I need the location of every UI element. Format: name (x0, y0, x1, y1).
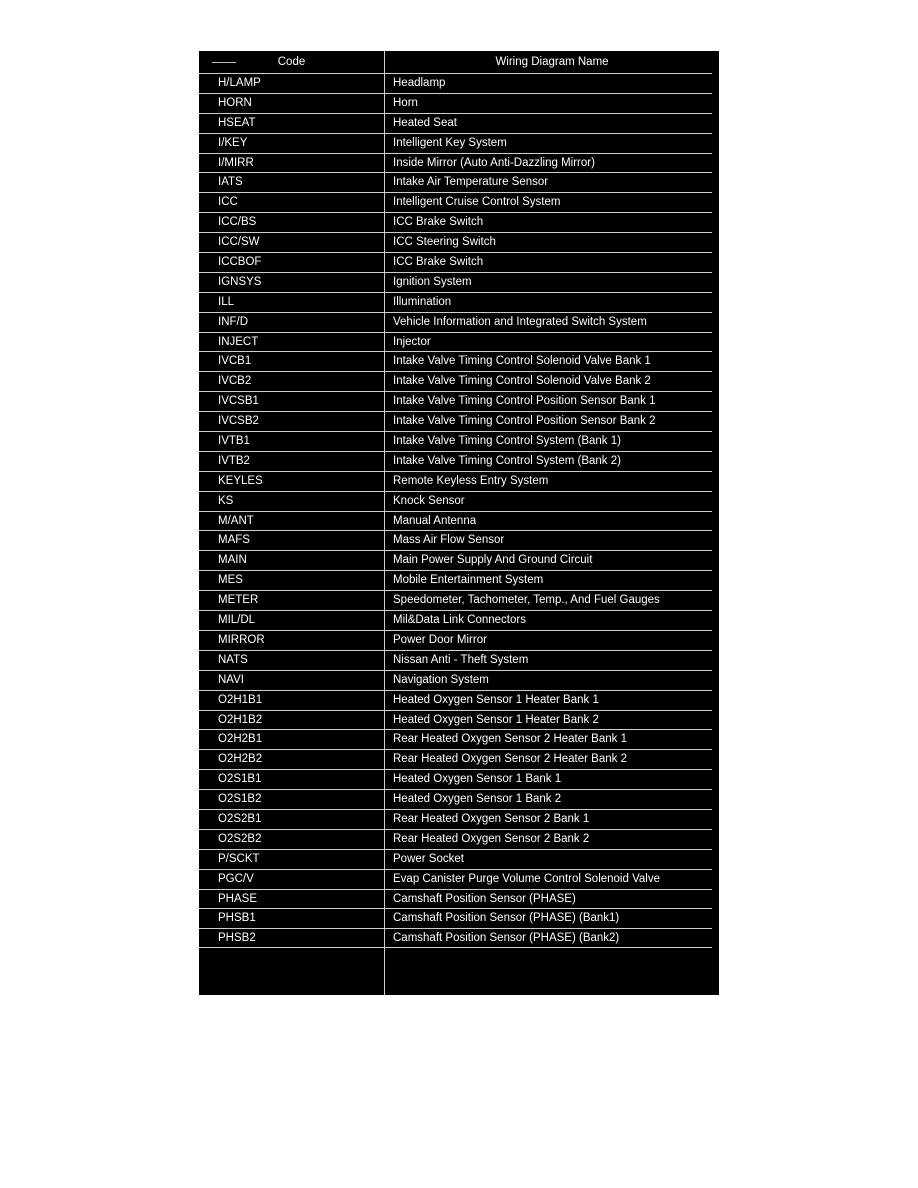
wiring-diagram-name-cell: Horn (393, 96, 418, 109)
wiring-diagram-name-cell: Heated Oxygen Sensor 1 Bank 2 (393, 793, 562, 806)
table-row (199, 570, 712, 590)
code-cell: NATS (218, 653, 248, 666)
code-cell: ICC (218, 196, 238, 209)
wiring-diagram-name-cell: Heated Oxygen Sensor 1 Bank 1 (393, 773, 562, 786)
table-row (199, 292, 712, 312)
code-cell: ICC/BS (218, 216, 257, 229)
code-cell: KEYLES (218, 474, 263, 487)
wiring-diagram-name-cell: Intake Valve Timing Control System (Bank 2) (393, 454, 621, 467)
table-row (199, 511, 712, 531)
wiring-diagram-name-cell: Evap Canister Purge Volume Control Solenoid Valve (393, 872, 660, 885)
wiring-diagram-name-cell: Intake Air Temperature Sensor (393, 176, 549, 189)
code-cell: IVCSB2 (218, 415, 259, 428)
wiring-diagram-name-cell: Heated Oxygen Sensor 1 Heater Bank 1 (393, 693, 599, 706)
code-cell: H/LAMP (218, 77, 261, 89)
table-row (199, 252, 712, 272)
wiring-diagram-name-cell: Ignition System (393, 275, 472, 288)
table-row (199, 411, 712, 431)
table-row (199, 312, 712, 332)
wiring-diagram-name-cell: Heated Oxygen Sensor 1 Heater Bank 2 (393, 713, 599, 726)
wiring-diagram-name-cell: Mobile Entertainment System (393, 574, 544, 587)
table-row (199, 491, 712, 511)
table-row (199, 829, 712, 849)
code-cell: I/MIRR (218, 156, 254, 169)
table-row (199, 610, 712, 630)
wiring-diagram-name-cell: Illumination (393, 295, 452, 308)
code-cell: P/SCKT (218, 852, 260, 865)
code-cell: PHASE (218, 892, 257, 905)
wiring-diagram-name-cell: ICC Brake Switch (393, 256, 484, 269)
wiring-diagram-name-cell: Manual Antenna (393, 514, 477, 527)
wiring-diagram-name-cell: Camshaft Position Sensor (PHASE) (Bank1) (393, 912, 620, 925)
wiring-diagram-name-cell: Knock Sensor (393, 494, 465, 507)
table-row (199, 431, 712, 451)
wiring-diagram-name-cell: Camshaft Position Sensor (PHASE) (Bank2) (393, 932, 620, 945)
table-row (199, 550, 712, 570)
header-wiring-diagram-name: Wiring Diagram Name (495, 56, 609, 68)
wiring-diagram-name-cell: Power Socket (393, 852, 464, 865)
wiring-diagram-name-cell: Vehicle Information and Integrated Switch System (393, 315, 647, 328)
code-cell: IVTB1 (218, 435, 250, 448)
wiring-diagram-name-cell: Inside Mirror (Auto Anti-Dazzling Mirror) (393, 156, 595, 169)
wiring-diagram-name-cell: Mil&Data Link Connectors (393, 614, 526, 627)
table-row (199, 391, 712, 411)
code-cell: O2H1B2 (218, 713, 263, 726)
code-cell: IATS (218, 176, 243, 189)
code-cell: INF/D (218, 315, 249, 328)
table-row (199, 530, 712, 550)
code-cell: PHSB1 (218, 912, 256, 925)
table-row (199, 113, 712, 133)
table-row (199, 451, 712, 471)
table-row (199, 690, 712, 710)
code-cell: O2S1B2 (218, 793, 262, 806)
wiring-diagram-name-cell: Rear Heated Oxygen Sensor 2 Bank 1 (393, 812, 590, 825)
code-cell: IVCB2 (218, 375, 252, 388)
code-cell: ILL (218, 295, 234, 308)
wiring-diagram-name-cell: Mass Air Flow Sensor (393, 534, 505, 547)
table-row (199, 272, 712, 292)
header-code: Code (277, 56, 306, 68)
table-row (199, 73, 712, 93)
wiring-diagram-name-cell: ICC Brake Switch (393, 216, 484, 229)
table-row (199, 869, 712, 889)
wiring-diagram-name-cell: Intake Valve Timing Control Position Sensor Bank 1 (393, 395, 656, 408)
code-cell: IVCSB1 (218, 395, 259, 408)
wiring-diagram-name-cell: Speedometer, Tachometer, Temp., And Fuel Gauges (393, 594, 660, 607)
table-row (199, 769, 712, 789)
table-row (199, 232, 712, 252)
code-cell: O2H1B1 (218, 693, 263, 706)
table-row (199, 809, 712, 829)
wiring-diagram-name-cell: Rear Heated Oxygen Sensor 2 Bank 2 (393, 832, 590, 845)
code-cell: MIL/DL (218, 614, 256, 627)
table-row (199, 471, 712, 491)
code-cell: O2S1B1 (218, 773, 262, 786)
code-cell: IVTB2 (218, 454, 250, 467)
wiring-diagram-name-cell: Power Door Mirror (393, 633, 487, 646)
code-cell: PHSB2 (218, 932, 256, 945)
table-row (199, 153, 712, 173)
table-row (199, 789, 712, 809)
wiring-diagram-name-cell: Rear Heated Oxygen Sensor 2 Heater Bank 2 (393, 753, 627, 766)
code-cell: M/ANT (218, 514, 254, 527)
table-row (199, 590, 712, 610)
code-cell: METER (218, 594, 259, 607)
code-cell: HSEAT (218, 116, 256, 129)
wiring-diagram-name-cell: Remote Keyless Entry System (393, 474, 549, 487)
wiring-diagram-name-cell: Camshaft Position Sensor (PHASE) (393, 892, 576, 905)
table-row (199, 749, 712, 769)
table-row (199, 351, 712, 371)
table-row (199, 650, 712, 670)
wiring-diagram-name-cell: Heated Seat (393, 116, 457, 129)
code-cell: O2S2B1 (218, 812, 262, 825)
code-cell: INJECT (218, 335, 259, 348)
code-cell: O2H2B1 (218, 733, 263, 746)
code-cell: HORN (218, 96, 252, 109)
code-cell: MAIN (218, 554, 247, 567)
code-cell: IVCB1 (218, 355, 252, 368)
wiring-diagram-name-cell: Intake Valve Timing Control Solenoid Valve Bank 2 (393, 375, 651, 388)
code-cell: KS (218, 494, 234, 507)
wiring-code-table (199, 51, 719, 995)
code-cell: PGC/V (218, 872, 254, 885)
table-row (199, 889, 712, 909)
code-cell: ICC/SW (218, 236, 260, 249)
wiring-diagram-name-cell: Rear Heated Oxygen Sensor 2 Heater Bank 1 (393, 733, 627, 746)
wiring-diagram-name-cell: Headlamp (393, 77, 446, 89)
code-cell: MES (218, 574, 243, 587)
wiring-diagram-name-cell: Intake Valve Timing Control Solenoid Valve Bank 1 (393, 355, 651, 368)
wiring-diagram-name-cell: Intake Valve Timing Control Position Sensor Bank 2 (393, 415, 656, 428)
table-body (199, 73, 712, 948)
table-row (199, 630, 712, 650)
wiring-diagram-name-cell: ICC Steering Switch (393, 236, 496, 249)
table-row (199, 192, 712, 212)
table-row (199, 332, 712, 352)
table-row (199, 93, 712, 113)
wiring-diagram-name-cell: Intelligent Key System (393, 136, 507, 149)
code-cell: O2H2B2 (218, 753, 263, 766)
table-row (199, 133, 712, 153)
table-row (199, 670, 712, 690)
wiring-diagram-name-cell: Nissan Anti - Theft System (393, 653, 529, 666)
wiring-diagram-name-cell: Injector (393, 335, 431, 348)
table-row (199, 371, 712, 391)
wiring-diagram-name-cell: Intelligent Cruise Control System (393, 196, 561, 209)
table-row (199, 710, 712, 730)
code-cell: IGNSYS (218, 275, 262, 288)
table-row (199, 172, 712, 192)
code-cell: ICCBOF (218, 256, 262, 269)
table-row (199, 729, 712, 749)
table-row (199, 212, 712, 232)
code-cell: I/KEY (218, 136, 248, 149)
code-cell: MIRROR (218, 633, 265, 646)
code-cell: MAFS (218, 534, 250, 547)
code-cell: NAVI (218, 673, 244, 686)
table-row (199, 928, 712, 948)
wiring-diagram-name-cell: Navigation System (393, 673, 489, 686)
table-row (199, 849, 712, 869)
wiring-diagram-name-cell: Intake Valve Timing Control System (Bank 1) (393, 435, 621, 448)
table-row (199, 908, 712, 928)
table-header (199, 51, 719, 73)
code-cell: O2S2B2 (218, 832, 262, 845)
wiring-diagram-name-cell: Main Power Supply And Ground Circuit (393, 554, 593, 567)
